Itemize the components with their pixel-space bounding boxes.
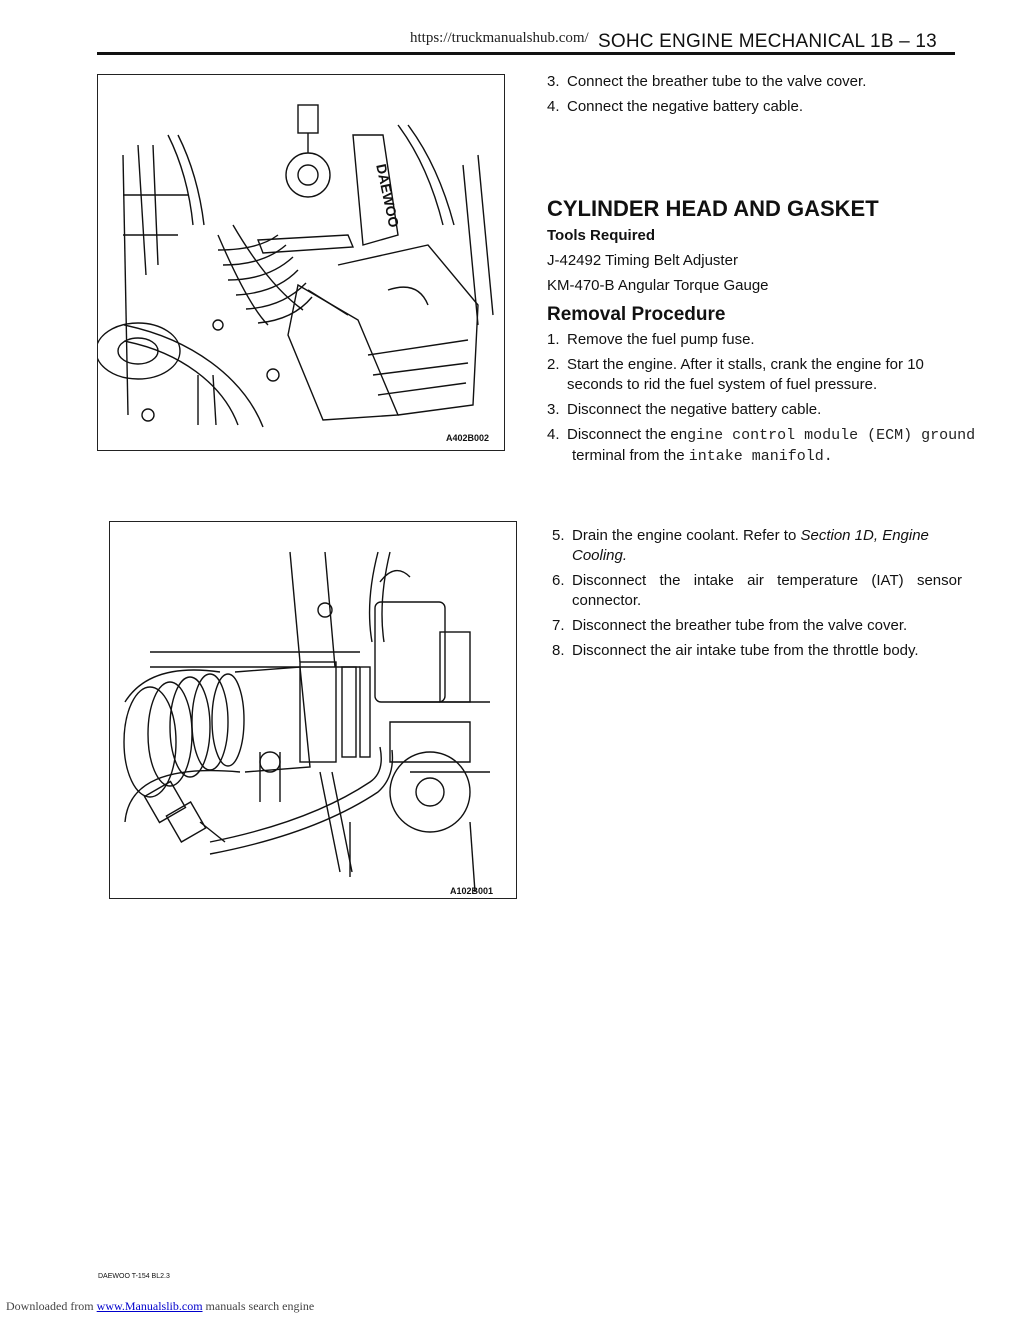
step-text: Drain the engine coolant. Refer to — [572, 527, 801, 544]
removal-step-4 — [547, 425, 1019, 467]
svg-text:DAEWOO: DAEWOO — [373, 162, 403, 229]
step-text-continued: seconds to rid the fuel system of fuel pressure. — [567, 376, 878, 393]
figure-code-1: A402B002 — [446, 433, 490, 443]
engine-illustration-1 — [97, 74, 505, 451]
removal-step-1 — [547, 330, 755, 350]
procedure-heading: Removal Procedure — [547, 304, 726, 325]
removal-step-6 — [552, 571, 962, 611]
step-number: 7. — [552, 617, 565, 634]
section-title: CYLINDER HEAD AND GASKET — [547, 196, 879, 221]
step-number: 5. — [552, 527, 565, 544]
step-text: Connect the negative battery cable. — [567, 98, 803, 115]
step-text: Disconnect the air intake tube from the throttle body. — [572, 642, 919, 659]
top-step-3 — [547, 72, 866, 92]
removal-step-7 — [552, 616, 907, 636]
step-text-continued: connector. — [572, 592, 642, 609]
tool-item-1: J-42492 Timing Belt Adjuster — [547, 252, 738, 269]
step-number: 4. — [547, 426, 560, 443]
step-number: 4. — [547, 98, 560, 115]
section-reference: Section 1D, Engine — [800, 527, 929, 544]
step-text: Disconnect the breather tube from the valve cover. — [572, 617, 908, 634]
step-text: Start the engine. After it stalls, crank the engine for 10 — [567, 356, 924, 373]
removal-step-2 — [547, 355, 924, 395]
removal-step-5 — [552, 526, 929, 566]
download-suffix: manuals search engine — [202, 1299, 315, 1313]
removal-step-3 — [547, 400, 821, 420]
step-text: Disconnect the intake air temperature (IAT) sensor — [572, 572, 962, 589]
step-text-continued: terminal from the — [572, 447, 689, 464]
step-number: 8. — [552, 642, 565, 659]
page-header-title: SOHC ENGINE MECHANICAL 1B – 13 — [598, 31, 937, 52]
step-number: 1. — [547, 331, 560, 348]
removal-step-8 — [552, 641, 919, 661]
step-number: 3. — [547, 401, 560, 418]
step-text: Disconnect the en — [567, 426, 688, 443]
step-text: Disconnect the negative battery cable. — [567, 401, 822, 418]
step-text: Remove the fuel pump fuse. — [567, 331, 755, 348]
step-text-mono-continued: intake manifold. — [688, 448, 833, 465]
step-text: Connect the breather tube to the valve cover. — [567, 73, 867, 90]
top-step-4 — [547, 97, 803, 117]
engine-drawing-1 — [98, 75, 503, 449]
header-rule — [97, 52, 955, 55]
section-reference-continued: Cooling. — [572, 547, 628, 564]
step-number: 3. — [547, 73, 560, 90]
download-notice — [6, 1299, 314, 1314]
engine-drawing-2 — [110, 522, 515, 897]
tool-item-2: KM-470-B Angular Torque Gauge — [547, 277, 769, 294]
step-text-mono: gine control module (ECM) ground — [687, 427, 976, 444]
manualslib-link[interactable]: www.Manualslib.com — [96, 1299, 203, 1313]
document-code: DAEWOO T-154 BL2.3 — [98, 1273, 170, 1280]
step-number: 2. — [547, 356, 560, 373]
engine-illustration-2 — [109, 521, 517, 899]
step-number: 6. — [552, 572, 565, 589]
source-url[interactable]: https://truckmanualshub.com/ — [410, 30, 589, 46]
tools-heading: Tools Required — [547, 227, 656, 244]
figure-code-2: A102B001 — [450, 886, 494, 896]
download-prefix: Downloaded from — [6, 1299, 97, 1313]
